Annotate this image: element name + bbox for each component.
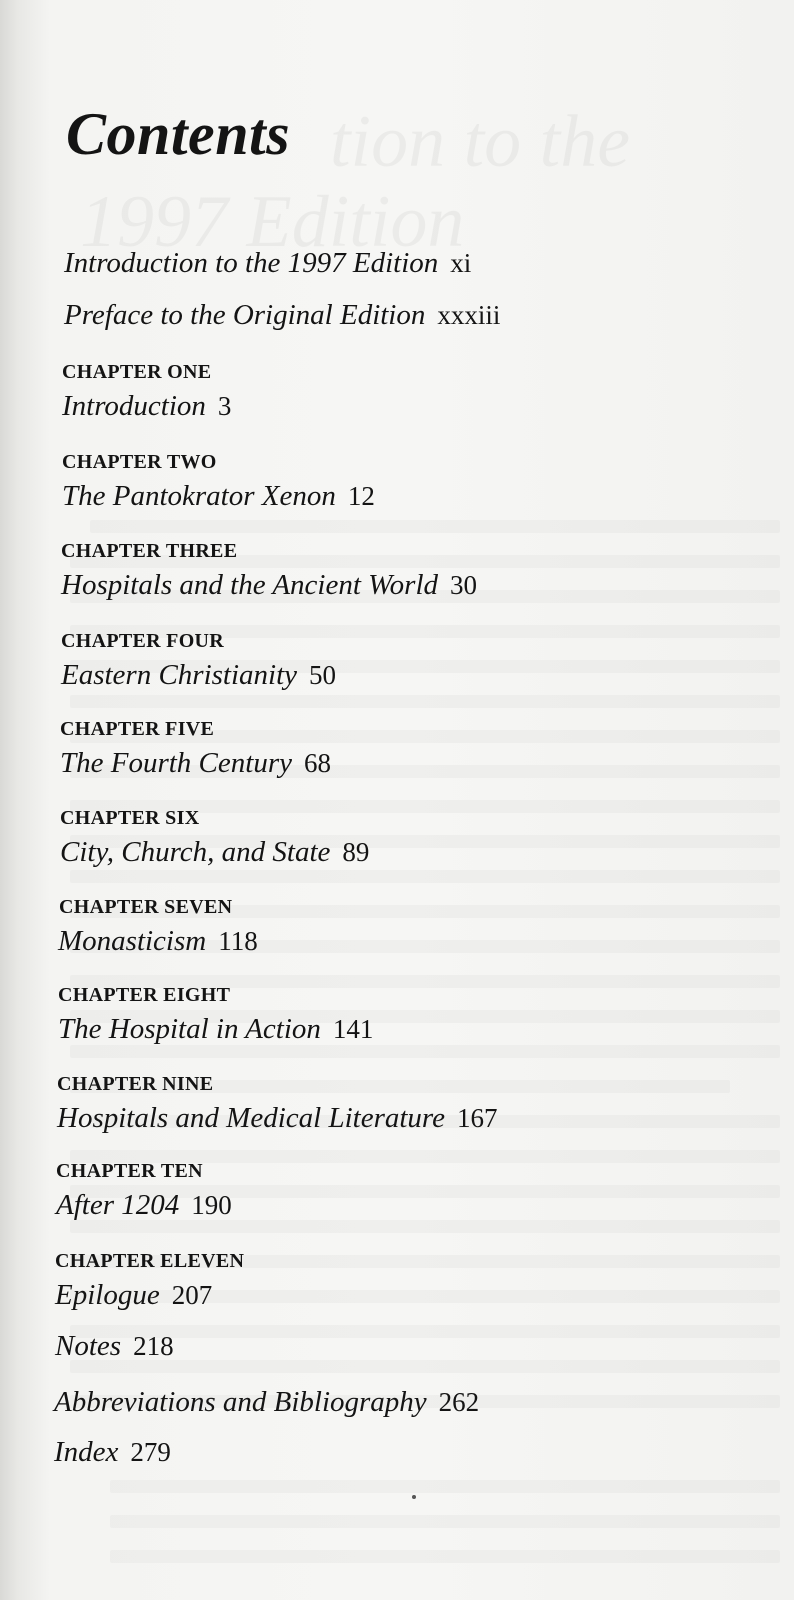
toc-entry — [61, 659, 336, 692]
entry-page: 50 — [309, 660, 337, 690]
entry-title: After 1204 — [56, 1189, 180, 1221]
chapter-label: CHAPTER EIGHT — [58, 984, 231, 1006]
chapter-label: CHAPTER NINE — [57, 1073, 214, 1095]
entry-page: 207 — [171, 1280, 213, 1310]
toc-entry — [58, 925, 258, 958]
entry-page: 12 — [347, 481, 375, 511]
toc-entry — [58, 1013, 373, 1046]
toc-entry — [57, 1102, 498, 1135]
entry-page: xi — [450, 248, 472, 278]
chapter-label: CHAPTER FOUR — [61, 630, 225, 652]
chapter-label: CHAPTER TEN — [56, 1160, 203, 1182]
entry-title: Hospitals and the Ancient World — [61, 569, 438, 601]
toc-entry — [60, 747, 331, 780]
chapter-label: CHAPTER SIX — [60, 807, 200, 829]
chapter-label: CHAPTER FIVE — [60, 718, 215, 740]
entry-title: Epilogue — [55, 1279, 160, 1311]
toc-entry — [60, 836, 369, 869]
entry-title: The Pantokrator Xenon — [62, 480, 336, 512]
entry-page: 262 — [438, 1387, 480, 1417]
entry-title: Eastern Christianity — [61, 659, 298, 691]
toc-entry — [55, 1330, 174, 1363]
entry-page: 190 — [191, 1190, 232, 1220]
toc-entry — [54, 1386, 479, 1419]
toc-entry — [64, 247, 471, 280]
contents-heading: Contents — [66, 101, 291, 167]
entry-page: 89 — [342, 837, 370, 867]
entry-title: The Fourth Century — [60, 747, 292, 779]
entry-title: Abbreviations and Bibliography — [54, 1386, 427, 1418]
entry-page: 279 — [130, 1437, 171, 1467]
entry-title: Preface to the Original Edition — [64, 299, 426, 331]
entry-title: Monasticism — [58, 925, 207, 957]
entry-title: City, Church, and State — [60, 836, 331, 868]
toc-entry — [62, 480, 375, 513]
entry-page: 218 — [133, 1331, 174, 1361]
entry-page: 30 — [450, 570, 477, 600]
entry-page: 3 — [217, 391, 232, 421]
entry-title: Hospitals and Medical Literature — [57, 1102, 445, 1134]
toc-entry — [54, 1436, 171, 1469]
toc-entry — [61, 569, 477, 602]
chapter-label: CHAPTER ELEVEN — [55, 1250, 245, 1272]
chapter-label: CHAPTER SEVEN — [59, 896, 233, 918]
entry-title: The Hospital in Action — [58, 1013, 321, 1045]
toc-entry — [64, 299, 500, 332]
chapter-label: CHAPTER TWO — [62, 451, 217, 473]
entry-page: 167 — [457, 1103, 498, 1133]
toc-entry — [55, 1279, 212, 1312]
entry-title: Index — [54, 1436, 119, 1468]
entry-title: Introduction to the 1997 Edition — [64, 247, 439, 279]
entry-page: xxxiii — [437, 300, 501, 330]
ink-speck — [412, 1495, 416, 1499]
entry-page: 68 — [304, 748, 331, 778]
entry-page: 118 — [218, 926, 258, 956]
entry-page: 141 — [332, 1014, 374, 1044]
entry-title: Notes — [55, 1330, 122, 1362]
entry-title: Introduction — [62, 390, 206, 422]
chapter-label: CHAPTER ONE — [62, 361, 212, 383]
toc-entry — [62, 390, 231, 423]
toc-entry — [56, 1189, 232, 1222]
chapter-label: CHAPTER THREE — [61, 540, 238, 562]
